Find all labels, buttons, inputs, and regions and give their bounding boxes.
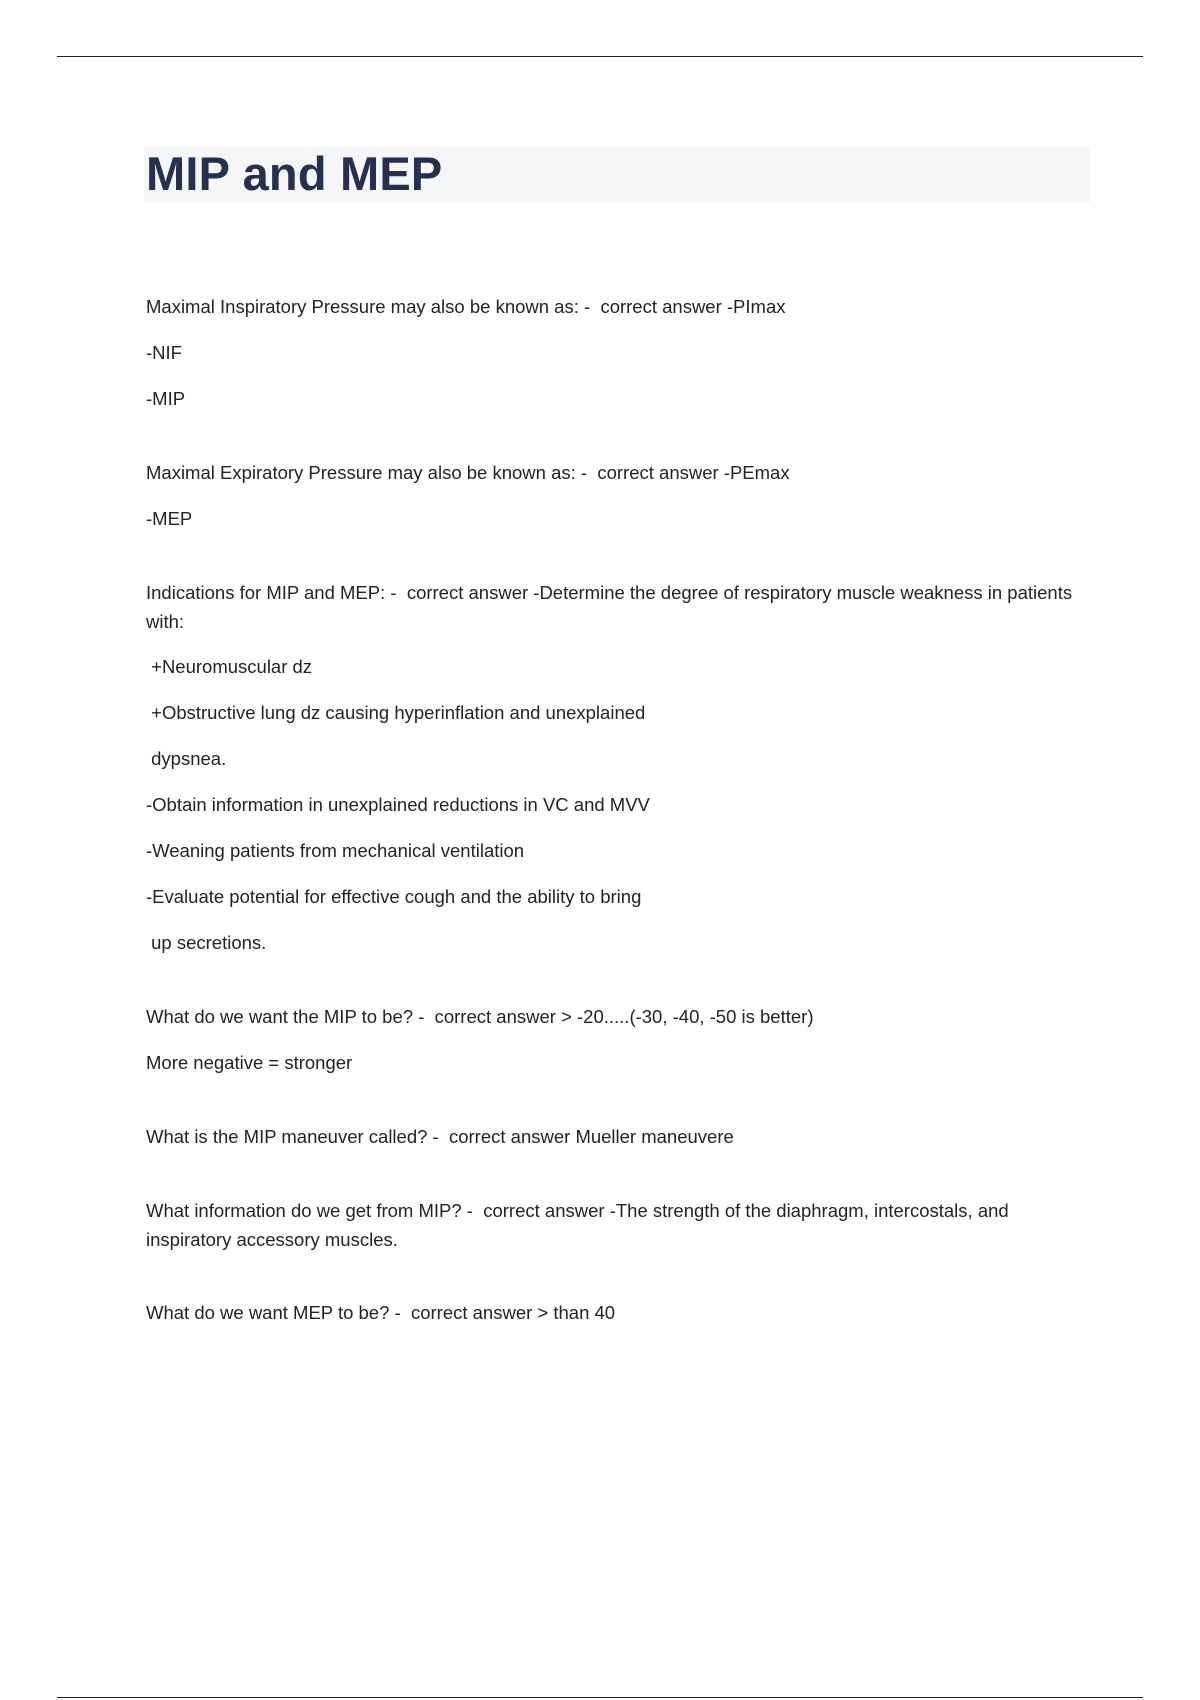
answer-line: -MIP: [146, 388, 186, 409]
answer-line: More negative = stronger: [146, 1052, 353, 1073]
answer-line: up secretions.: [146, 932, 267, 953]
header-rule: [57, 56, 1143, 57]
answer-line: -Obtain information in unexplained reductions in VC and MVV: [146, 794, 650, 815]
document-title: MIP and MEP: [146, 147, 443, 200]
qa-item: [146, 292, 1090, 414]
answer-line: dypsnea.: [146, 748, 227, 769]
question-line: Maximal Expiratory Pressure may also be known as: - correct answer -PEmax: [146, 462, 790, 483]
qa-item: [146, 578, 1090, 958]
answer-line: -MEP: [146, 508, 193, 529]
qa-item: [146, 458, 1090, 534]
question-line: What do we want the MIP to be? - correct answer > -20.....(-30, -40, -50 is better): [146, 1006, 814, 1027]
document-body: [146, 292, 1090, 1372]
qa-item: [146, 1002, 1090, 1078]
footer-rule: [57, 1697, 1143, 1698]
qa-item: [146, 1122, 1090, 1152]
question-line: Indications for MIP and MEP: - correct answer -Determine the degree of respiratory muscle weakness in patients with:: [146, 582, 1078, 632]
answer-line: +Neuromuscular dz: [146, 656, 313, 677]
qa-item: [146, 1298, 1090, 1328]
question-line: Maximal Inspiratory Pressure may also be known as: - correct answer -PImax: [146, 296, 786, 317]
answer-line: -NIF: [146, 342, 182, 363]
qa-item: [146, 1196, 1090, 1254]
question-line: What do we want MEP to be? - correct answer > than 40: [146, 1302, 616, 1323]
question-line: What information do we get from MIP? - correct answer -The strength of the diaphragm, intercostals, and inspiratory accessory muscles.: [146, 1200, 1014, 1250]
question-line: What is the MIP maneuver called? - correct answer Mueller maneuvere: [146, 1126, 734, 1147]
answer-line: -Weaning patients from mechanical ventilation: [146, 840, 525, 861]
answer-line: +Obstructive lung dz causing hyperinflation and unexplained: [146, 702, 646, 723]
answer-line: -Evaluate potential for effective cough and the ability to bring: [146, 886, 642, 907]
